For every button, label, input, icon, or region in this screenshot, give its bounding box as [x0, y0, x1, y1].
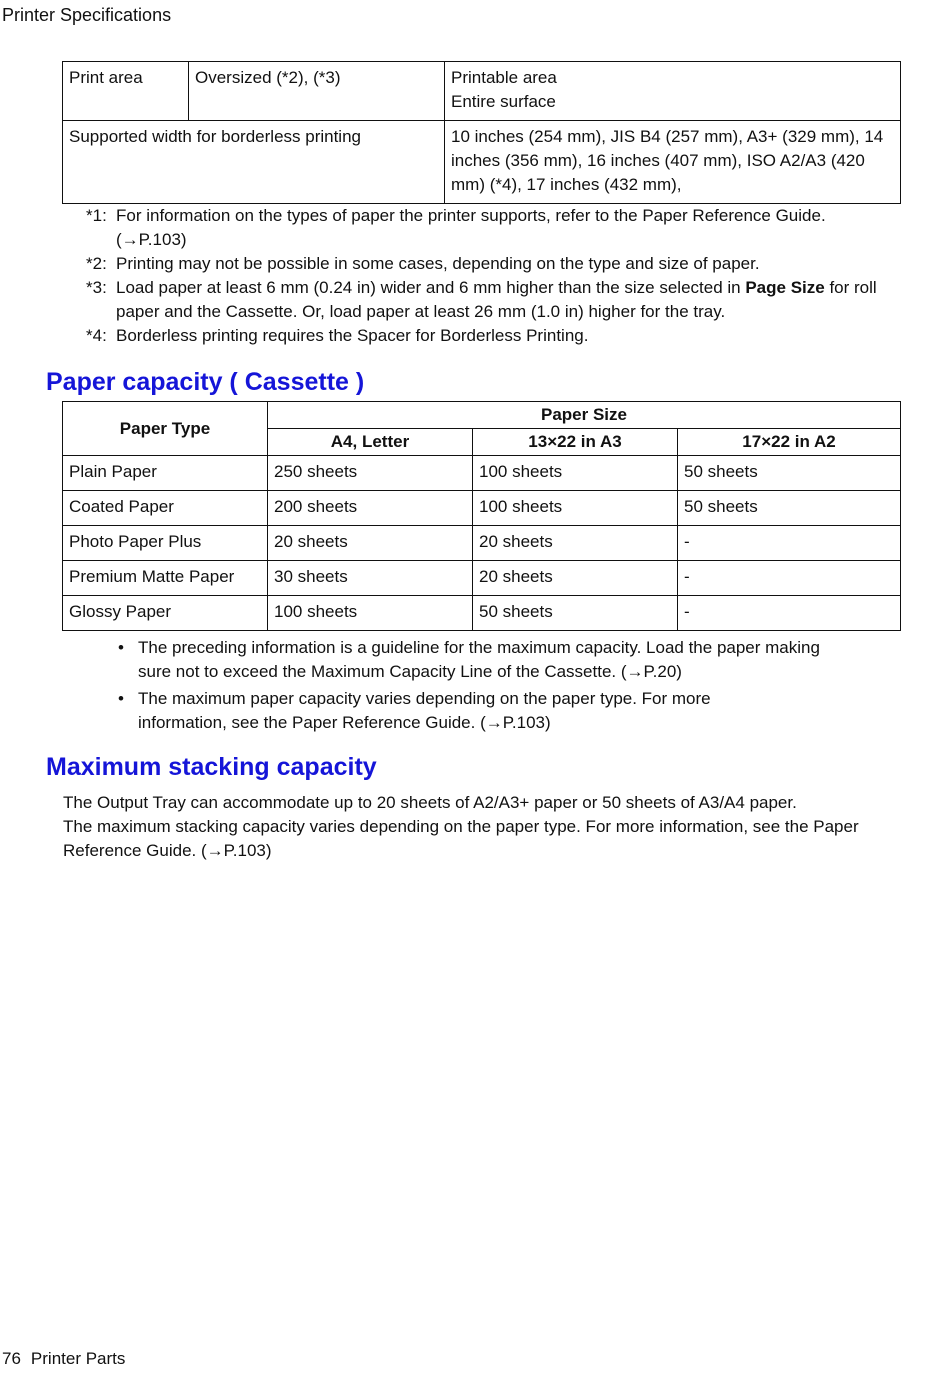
bullet-text: The maximum paper capacity varies depending on the paper type. For more	[138, 689, 711, 708]
capacity-cell: 50 sheets	[473, 596, 678, 631]
section-heading-cassette: Paper capacity ( Cassette )	[46, 368, 365, 396]
paper-type-cell: Photo Paper Plus	[63, 526, 268, 561]
footnote-mark: *2:	[86, 254, 107, 273]
footnote-4	[86, 324, 916, 348]
footnote-2	[86, 252, 916, 276]
table-row	[63, 62, 901, 121]
table-row	[63, 456, 901, 491]
paper-capacity-table	[62, 401, 901, 631]
footnote-mark: *1:	[86, 206, 107, 225]
footnote-text: Borderless printing requires the Spacer for Borderless Printing.	[116, 326, 589, 345]
capacity-cell: 50 sheets	[678, 491, 901, 526]
footnote-mark: *4:	[86, 326, 107, 345]
footer-section-title: Printer Parts	[30, 1349, 126, 1368]
table-row	[63, 491, 901, 526]
table-row	[63, 561, 901, 596]
capacity-cell: 20 sheets	[473, 526, 678, 561]
capacity-cell: 100 sheets	[473, 456, 678, 491]
table-row	[63, 121, 901, 204]
value-line: 10 inches (254 mm), JIS B4 (257 mm), A3+ (329 mm), 14	[451, 127, 884, 146]
footnote-text: paper and the Cassette. Or, load paper at least 26 mm (1.0 in) higher for the tray.	[116, 302, 726, 321]
footnote-text: For information on the types of paper the printer supports, refer to the Paper Reference Guide.	[116, 206, 826, 225]
footnote-text	[116, 276, 916, 300]
table-row	[63, 526, 901, 561]
capacity-cell: 50 sheets	[678, 456, 901, 491]
borderless-width-value	[445, 121, 901, 204]
footnote-3	[86, 276, 916, 324]
capacity-cell: 250 sheets	[268, 456, 473, 491]
running-header: Printer Specifications	[2, 5, 172, 25]
paper-type-cell: Premium Matte Paper	[63, 561, 268, 596]
print-area-spec-table	[62, 61, 901, 204]
page-number: 76	[2, 1349, 21, 1368]
header-size-a4-letter: A4, Letter	[268, 429, 473, 456]
capacity-notes	[118, 636, 878, 738]
paragraph-line: The maximum stacking capacity varies depending on the paper type. For more information, see the Paper	[63, 817, 859, 836]
print-area-label: Print area	[63, 62, 189, 121]
bullet-dot-icon: •	[118, 638, 124, 657]
paragraph-line-with-link[interactable]: Reference Guide. (→P.103)	[63, 841, 272, 860]
list-item	[118, 687, 878, 735]
section-heading-stacking: Maximum stacking capacity	[46, 753, 377, 781]
paragraph-line: The Output Tray can accommodate up to 20 sheets of A2/A3+ paper or 50 sheets of A3/A4 paper.	[63, 793, 797, 812]
footnote-text-post: for roll	[824, 278, 877, 297]
footnotes	[86, 204, 916, 348]
header-size-13x22: 13×22 in A3	[473, 429, 678, 456]
footnote-mark: *3:	[86, 278, 107, 297]
print-area-value	[445, 62, 901, 121]
value-line: Printable area	[451, 68, 557, 87]
stacking-description	[63, 791, 903, 863]
capacity-cell: -	[678, 526, 901, 561]
footnote-text: Printing may not be possible in some cases, depending on the type and size of paper.	[116, 254, 760, 273]
capacity-cell: 20 sheets	[473, 561, 678, 596]
header-paper-type: Paper Type	[63, 402, 268, 456]
table-row	[63, 596, 901, 631]
capacity-cell: -	[678, 596, 901, 631]
page-footer	[2, 1347, 125, 1371]
page-reference-link[interactable]: (→P.103)	[116, 230, 187, 249]
value-line: mm) (*4), 17 inches (432 mm),	[451, 175, 682, 194]
table-header-row	[63, 402, 901, 429]
bullet-text: The preceding information is a guideline for the maximum capacity. Load the paper making	[138, 638, 820, 657]
header-paper-size: Paper Size	[268, 402, 901, 429]
footnote-1	[86, 204, 916, 252]
bullet-text-with-link[interactable]: sure not to exceed the Maximum Capacity Line of the Cassette. (→P.20)	[138, 662, 682, 681]
paper-type-cell: Glossy Paper	[63, 596, 268, 631]
page-size-term: Page Size	[745, 278, 825, 297]
bullet-text-with-link[interactable]: information, see the Paper Reference Guide. (→P.103)	[138, 713, 551, 732]
capacity-cell: -	[678, 561, 901, 596]
value-line: Entire surface	[451, 92, 556, 111]
header-size-17x22: 17×22 in A2	[678, 429, 901, 456]
paper-type-cell: Coated Paper	[63, 491, 268, 526]
bullet-dot-icon: •	[118, 689, 124, 708]
borderless-width-label: Supported width for borderless printing	[63, 121, 445, 204]
capacity-cell: 20 sheets	[268, 526, 473, 561]
footnote-text-pre: Load paper at least 6 mm (0.24 in) wider and 6 mm higher than the size selected in	[116, 278, 746, 297]
capacity-cell: 30 sheets	[268, 561, 473, 596]
capacity-cell: 100 sheets	[473, 491, 678, 526]
paper-type-cell: Plain Paper	[63, 456, 268, 491]
print-area-sub-label: Oversized (*2), (*3)	[189, 62, 445, 121]
capacity-cell: 100 sheets	[268, 596, 473, 631]
value-line: inches (356 mm), 16 inches (407 mm), ISO A2/A3 (420	[451, 151, 865, 170]
list-item	[118, 636, 878, 684]
capacity-cell: 200 sheets	[268, 491, 473, 526]
